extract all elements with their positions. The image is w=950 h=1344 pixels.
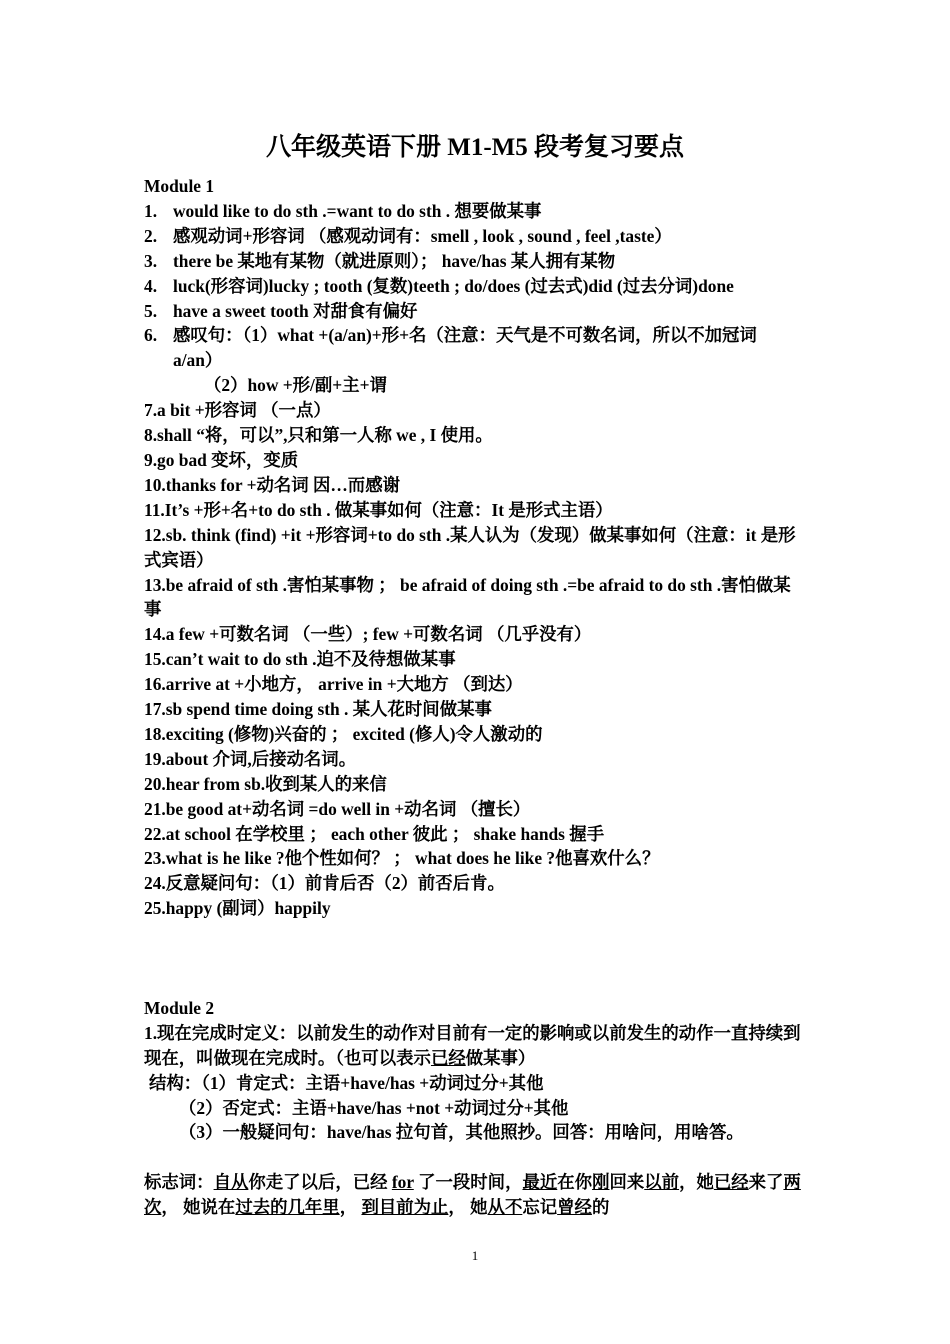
signal-text: ， 她说在	[161, 1197, 236, 1218]
list-item: 15.can’t wait to do sth .迫不及待想做某事	[144, 649, 456, 670]
list-item: 7.a bit +形容词 （一点）	[144, 400, 331, 421]
underlined-term: 两次	[144, 1172, 801, 1218]
item-text: would like to do sth .=want to do sth . 想要做某事	[173, 200, 542, 221]
definition-text: 做某事）	[465, 1047, 536, 1068]
definition-text: 1.现在完成时定义：以前发生的动作对目前有一定的影响或以前发生的动作一直持续到现在，叫做现在完成时。（也可以表示	[144, 1022, 801, 1068]
item-text: luck(形容词)lucky ; tooth (复数)teeth ; do/does (过去式)did (过去分词)done	[173, 275, 734, 296]
page-title: 八年级英语下册 M1-M5 段考复习要点	[265, 134, 685, 161]
list-item: 9.go bad 变坏，变质	[144, 449, 299, 470]
list-item: 24.反意疑问句：（1）前肯后否（2）前否后肯。	[144, 873, 505, 894]
page-number: 1	[471, 1248, 479, 1263]
structure-line: （3）一般疑问句：have/has 拉句首，其他照抄。回答：用啥问，用啥答。	[179, 1122, 744, 1143]
item-text: 感叹句：（1）what +(a/an)+形+名（注意：天气是不可数名词，所以不加冠词	[173, 325, 757, 346]
list-item: 22.at school 在学校里 ； each other 彼此 ； shake hands 握手	[144, 823, 605, 844]
list-item: 13.be afraid of sth .害怕某事物 ； be afraid of doing sth .=be afraid to do sth .害怕做某事	[144, 574, 791, 620]
item-number: 3.	[144, 250, 158, 271]
list-item: 23.what is he like ?他个性如何？ ； what does he like ?他喜欢什么？	[144, 848, 660, 869]
list-item	[144, 249, 808, 274]
list-item: 11.It’s +形+名+to do sth . 做某事如何（注意：It 是形式主语）	[144, 499, 613, 520]
underlined-term: 到目前为止	[361, 1197, 449, 1218]
signal-text: 你走了以后，已经	[248, 1172, 392, 1193]
structure-line: 结构：（1）肯定式：主语+have/has +动词过分+其他	[149, 1072, 544, 1093]
list-item	[144, 274, 808, 299]
structure-line: （2）否定式：主语+have/has +not +动词过分+其他	[179, 1097, 569, 1118]
item-text: have a sweet tooth 对甜食有偏好	[173, 300, 418, 321]
signal-text: 在你	[557, 1172, 593, 1193]
signal-text: 了一段时间，	[413, 1172, 523, 1193]
paragraph-spacer	[144, 1145, 808, 1170]
underlined-term: 以前	[644, 1172, 680, 1193]
signal-text: 来了	[748, 1172, 784, 1193]
signal-text: 的	[591, 1197, 610, 1218]
underlined-term: 曾经	[557, 1197, 592, 1218]
list-item: 8.shall “将，可以”,只和第一人称 we , I 使用。	[144, 425, 493, 446]
list-item: 21.be good at+动名词 =do well in +动名词 （擅长）	[144, 798, 531, 819]
module2-heading: Module 2	[144, 997, 215, 1018]
list-item: 10.thanks for +动名词 因…而感谢	[144, 474, 400, 495]
document-body	[144, 174, 808, 1220]
list-item	[144, 323, 808, 348]
list-item	[144, 199, 808, 224]
list-item: 17.sb spend time doing sth . 某人花时间做某事	[144, 699, 492, 720]
item-number: 6.	[144, 325, 158, 346]
list-item-continuation: a/an）	[173, 350, 223, 371]
signal-text: 忘记	[522, 1197, 558, 1218]
signal-text: 标志词：	[144, 1172, 214, 1193]
item-text: there be 某地有某物（就进原则）； have/has 某人拥有某物	[173, 250, 616, 271]
list-item	[144, 224, 808, 249]
item-number: 4.	[144, 275, 158, 296]
list-item: 12.sb. think (find) +it +形容词+to do sth .某人认为（发现）做某事如何（注意：it 是形式宾语）	[144, 524, 796, 570]
list-item: 16.arrive at +小地方， arrive in +大地方 （到达）	[144, 674, 523, 695]
signal-text: ，	[339, 1197, 362, 1218]
item-number: 1.	[144, 200, 158, 221]
underlined-term: 自从	[213, 1172, 249, 1193]
section-spacer	[144, 921, 808, 996]
signal-text: ， 她	[448, 1197, 488, 1218]
underlined-term: for	[391, 1172, 414, 1193]
list-item: 18.exciting (修物)兴奋的 ； excited (修人)令人激动的	[144, 723, 543, 744]
list-item-sub: （2）how +形/副+主+谓	[204, 375, 387, 396]
definition-paragraph	[144, 1021, 808, 1071]
signal-text: 回来	[609, 1172, 645, 1193]
underlined-term: 已经	[430, 1047, 466, 1068]
signal-text: ，她	[679, 1172, 714, 1193]
item-text: 感观动词+形容词 （感观动词有：smell , look , sound , feel ,taste）	[173, 225, 672, 246]
underlined-term: 最近	[522, 1172, 558, 1193]
underlined-term: 已经	[713, 1172, 749, 1193]
underlined-term: 刚	[592, 1172, 610, 1193]
list-item	[144, 299, 808, 324]
underlined-term: 从不	[487, 1197, 523, 1218]
underlined-term: 过去的几年里	[235, 1197, 340, 1218]
item-number: 2.	[144, 225, 158, 246]
list-item: 14.a few +可数名词 （一些）; few +可数名词 （几乎没有）	[144, 624, 592, 645]
item-number: 5.	[144, 300, 158, 321]
list-item: 20.hear from sb.收到某人的来信	[144, 773, 387, 794]
signal-words-paragraph	[144, 1170, 808, 1220]
list-item: 25.happy (副词）happily	[144, 898, 331, 919]
module1-heading: Module 1	[144, 176, 215, 196]
list-item: 19.about 介词,后接动名词。	[144, 748, 357, 769]
